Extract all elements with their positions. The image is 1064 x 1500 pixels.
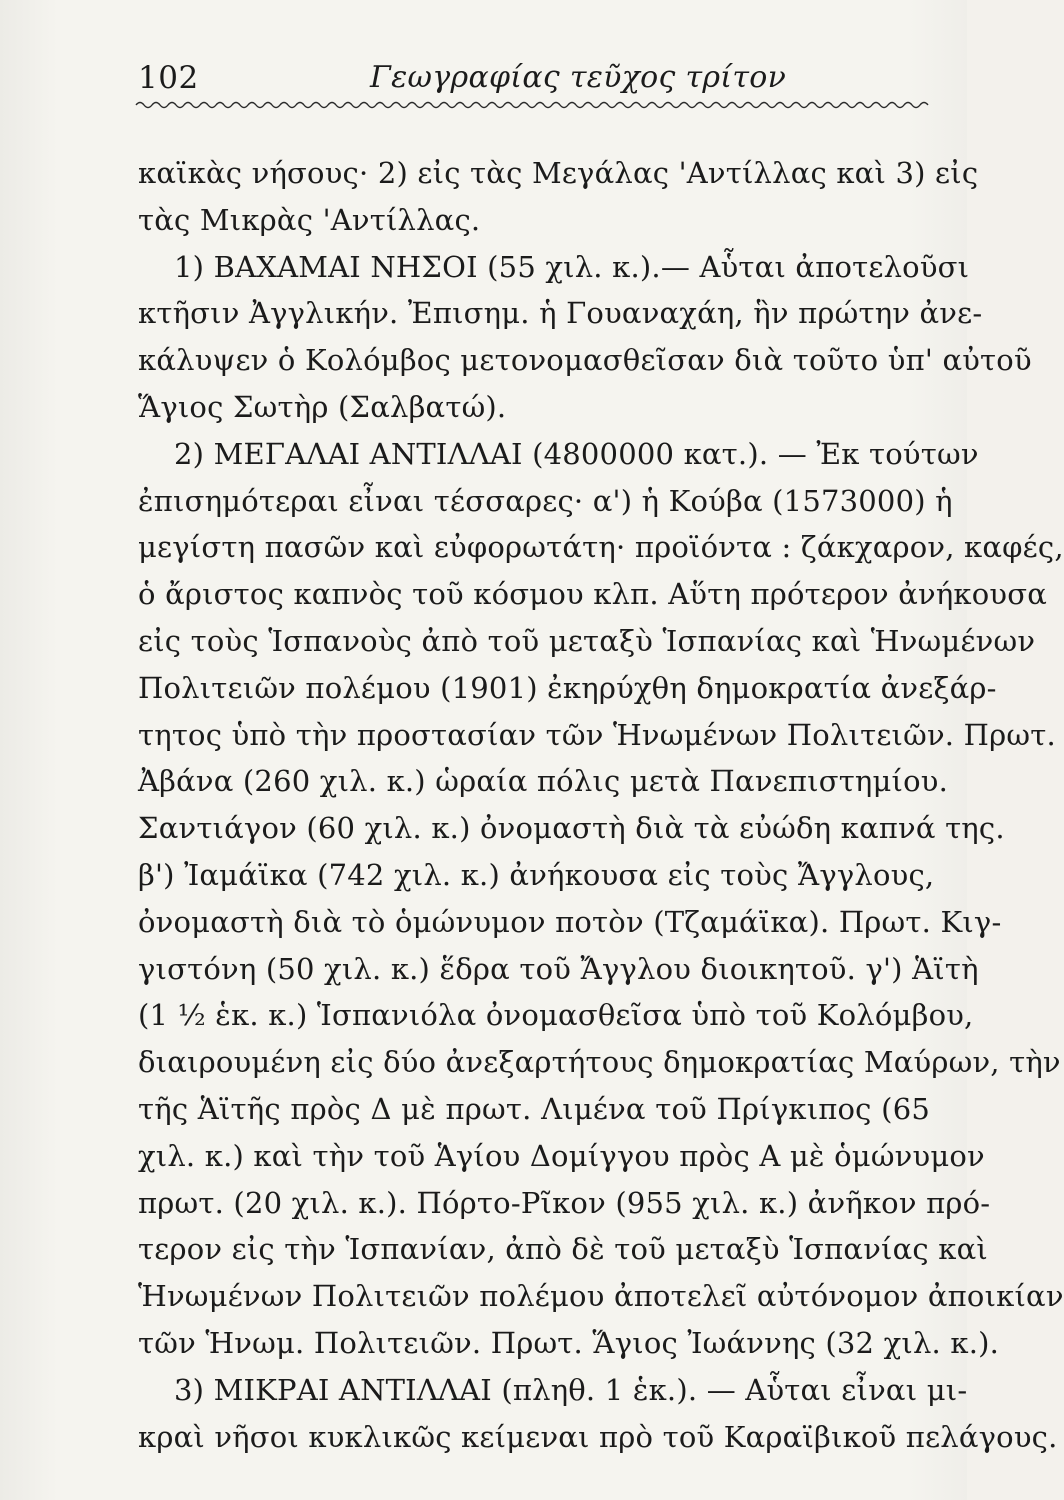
text-line: γιστόνη (50 χιλ. κ.) ἕδρα τοῦ Ἄγγλου διοικητοῦ. γ') Ἁϊτὴ [138,951,979,986]
section-heading-lesser-antilles: 3) ΜΙΚΡΑΙ ΑΝΤΙΛΛΑΙ (πληθ. 1 ἑκ.). — Αὗται εἶναι μι- [174,1372,968,1407]
text-line: (1 ½ ἑκ. κ.) Ἱσπανιόλα ὀνομασθεῖσα ὑπὸ τοῦ Κολόμβου, [138,998,974,1033]
text-line: Σαντιάγον (60 χιλ. κ.) ὀνομαστὴ διὰ τὰ εὐώδη καπνά της. [138,811,1005,846]
text-line: κραὶ νῆσοι κυκλικῶς κείμεναι πρὸ τοῦ Καραϊβικοῦ πελάγους. [138,1419,1058,1454]
text-line: Ἡνωμένων Πολιτειῶν πολέμου ἀποτελεῖ αὐτόνομον ἀποικίαν [138,1279,1064,1314]
text-line: κάλυψεν ὁ Κολόμβος μετονομασθεῖσαν διὰ τοῦτο ὑπ' αὐτοῦ [138,343,1032,378]
section-heading-greater-antilles: 2) ΜΕΓΑΛΑΙ ΑΝΤΙΛΛΑΙ (4800000 κατ.). — Ἐκ τούτων [174,436,979,471]
text-line: τητος ὑπὸ τὴν προστασίαν τῶν Ἡνωμένων Πολιτειῶν. Πρωτ. [138,717,1056,752]
text-line: ὀνομαστὴ διὰ τὸ ὁμώνυμον ποτὸν (Τζαμάϊκα). Πρωτ. Κιγ- [138,904,1002,939]
text-line: κτῆσιν Ἀγγλικήν. Ἐπισημ. ἡ Γουαναχάη, ἣν πρώτην ἀνε- [138,296,983,331]
section-heading-bahamas: 1) ΒΑΧΑΜΑΙ ΝΗΣΟΙ (55 χιλ. κ.).— Αὗται ἀποτελοῦσι [174,249,970,284]
running-title: Γεωγραφίας τεῦχος τρίτον [370,60,787,95]
text-line: μεγίστη πασῶν καὶ εὐφορωτάτη· προϊόντα : ζάκχαρον, καφές, [138,530,1064,565]
text-line: πρωτ. (20 χιλ. κ.). Πόρτο-Ρῖκον (955 χιλ. κ.) ἀνῆκον πρό- [138,1185,991,1220]
text-line: Πολιτειῶν πολέμου (1901) ἐκηρύχθη δημοκρατία ἀνεξάρ- [138,670,997,705]
text-line: ἐπισημότεραι εἶναι τέσσαρες· α') ἡ Κούβα (1573000) ἡ [138,483,953,518]
text-line: χιλ. κ.) καὶ τὴν τοῦ Ἁγίου Δομίγγου πρὸς Α μὲ ὁμώνυμον [138,1138,985,1173]
page-number: 102 [138,60,199,96]
text-line: β') Ἰαμάϊκα (742 χιλ. κ.) ἀνήκουσα εἰς τοὺς Ἄγγλους, [138,857,935,892]
text-line: τὰς Μικρὰς 'Αντίλλας. [138,202,481,237]
text-line: εἰς τοὺς Ἱσπανοὺς ἀπὸ τοῦ μεταξὺ Ἱσπανίας καὶ Ἡνωμένων [138,623,1036,658]
text-line: ὁ ἄριστος καπνὸς τοῦ κόσμου κλπ. Αὕτη πρότερον ἀνήκουσα [138,577,1048,612]
text-line: Ἅγιος Σωτὴρ (Σαλβατώ). [138,389,507,424]
page-header [138,58,928,98]
text-line: τῶν Ἡνωμ. Πολιτειῶν. Πρωτ. Ἅγιος Ἰωάννης (32 χιλ. κ.). [138,1325,1000,1360]
body-text [138,150,1064,1460]
text-line: τῆς Ἁϊτῆς πρὸς Δ μὲ πρωτ. Λιμένα τοῦ Πρίγκιπος (65 [138,1091,930,1126]
text-line: διαιρουμένη εἰς δύο ἀνεξαρτήτους δημοκρατίας Μαύρων, τὴν [138,1045,1061,1080]
text-line: καϊκὰς νήσους· 2) εἰς τὰς Μεγάλας 'Αντίλλας καὶ 3) εἰς [138,156,979,190]
header-wavy-rule [136,100,932,110]
text-line: Ἀβάνα (260 χιλ. κ.) ὡραία πόλις μετὰ Πανεπιστημίου. [138,764,949,799]
text-line: τερον εἰς τὴν Ἱσπανίαν, ἀπὸ δὲ τοῦ μεταξὺ Ἱσπανίας καὶ [138,1232,988,1267]
